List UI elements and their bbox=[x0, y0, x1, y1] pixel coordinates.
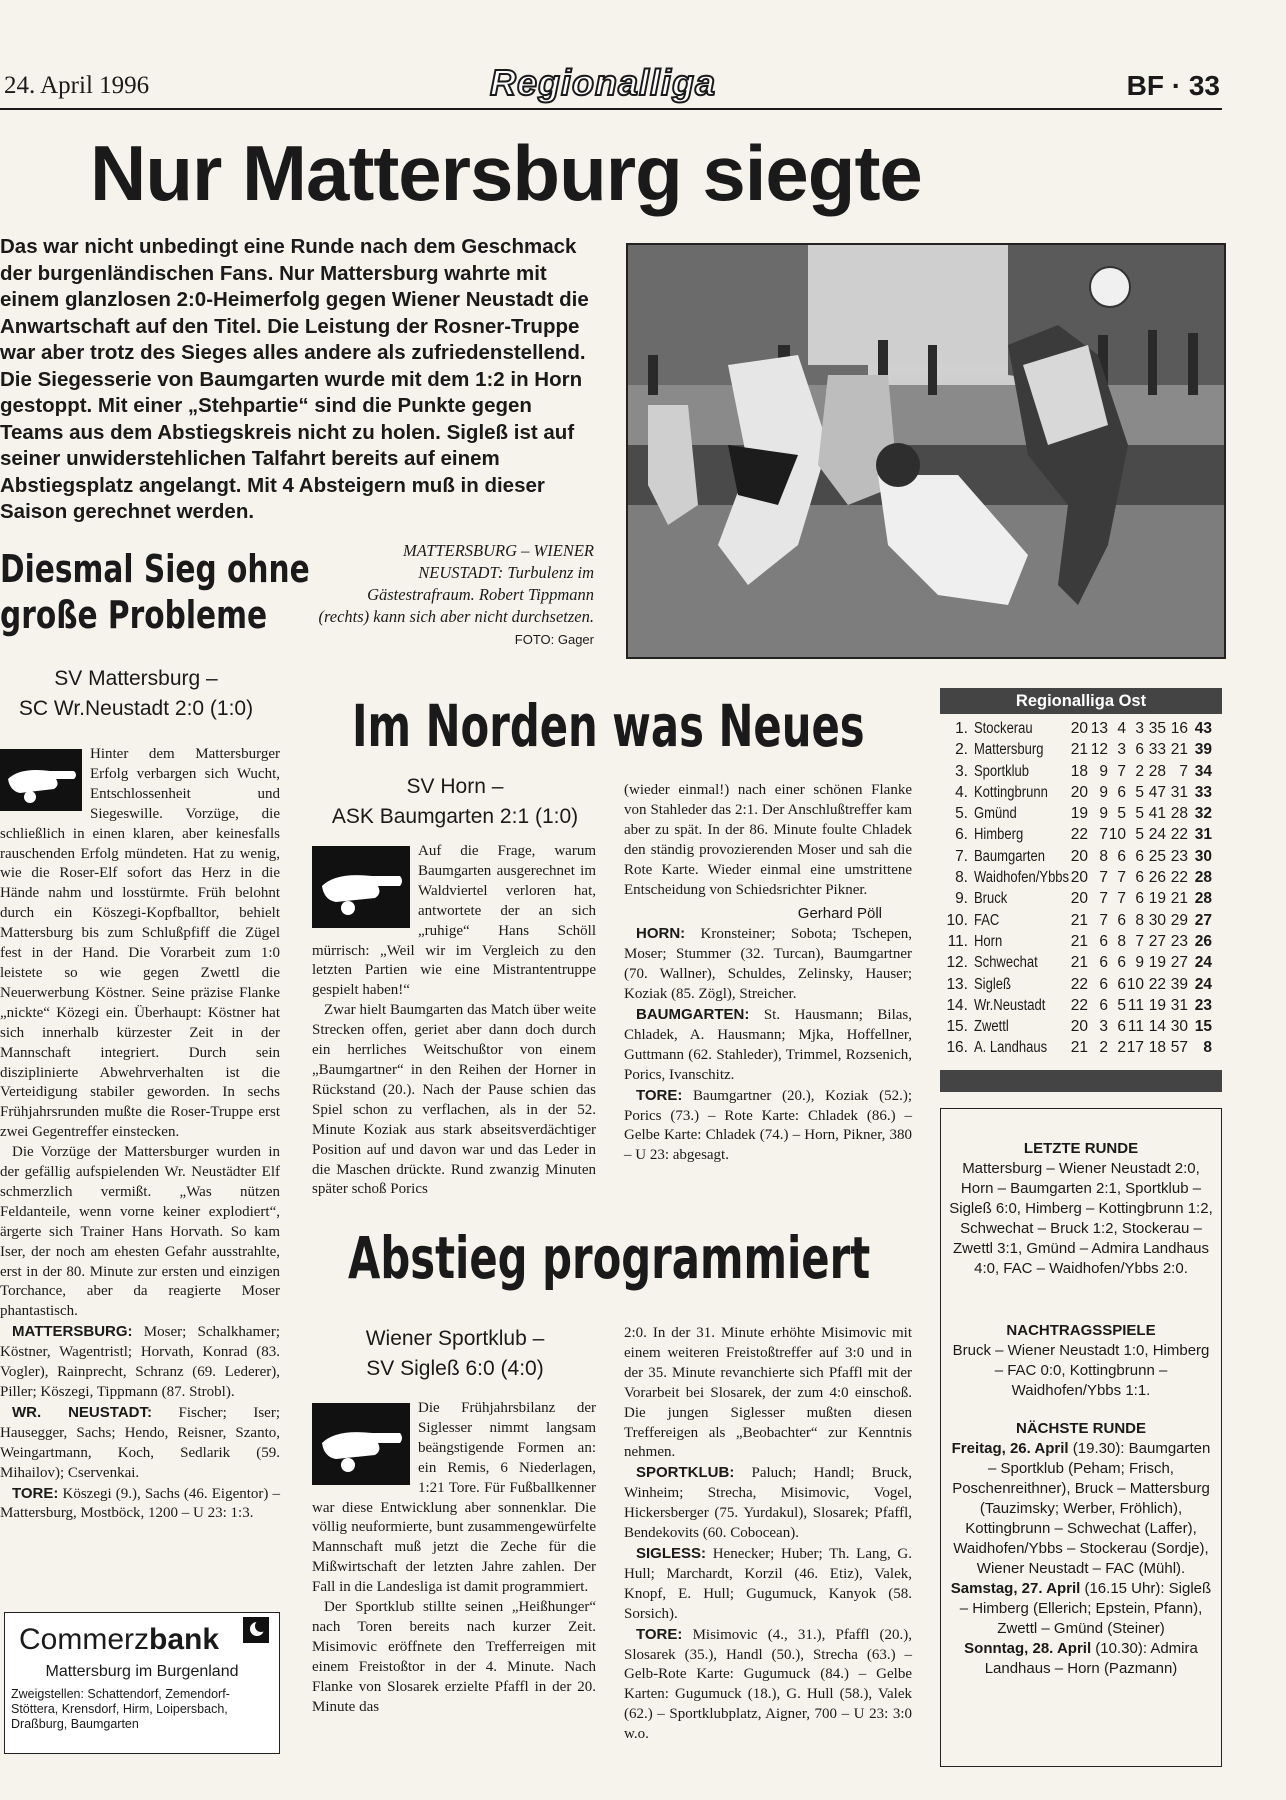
table-cell-ga: 22 bbox=[1170, 826, 1188, 844]
table-footer-bar bbox=[940, 1070, 1222, 1092]
table-cell-ga: 27 bbox=[1170, 954, 1188, 972]
lineup-label-sigless: SIGLESS: bbox=[636, 1544, 707, 1562]
table-cell-gf: 47 bbox=[1148, 783, 1166, 801]
table-cell-w: 8 bbox=[1099, 847, 1108, 865]
next-round-saturday bbox=[941, 1579, 1221, 1639]
lineup-wr-neustadt: Fischer; Iser; Hausegger, Sachs; Hendo, Reisner, Szanto, Weingartmann, Koch, Sedlarik (59. Mihailov); Cservenkai. bbox=[0, 1404, 280, 1481]
table-team: A. Landhaus bbox=[974, 1039, 1048, 1057]
table-team: Sigleß bbox=[974, 975, 1011, 993]
middle-headline-text: Im Norden was Neues bbox=[352, 692, 865, 760]
middle-paragraph-3: (wieder einmal!) nach einer schönen Flanke von Stahleder das 2:1. Der Anschlußtreffer kam aber zu spät. In der 86. Minute foulte Chladek den ständig provozierenden Moser und sah die Rote Karte. Wieder einmal eine umstrittene Entscheidung von Schiedsrichter Pikner. bbox=[624, 782, 912, 898]
goals-left: Köszegi (9.), Sachs (46. Eigentor) – Mattersburg, Mostböck, 1200 – U 23: 1:3. bbox=[0, 1485, 280, 1522]
photo-credit: FOTO: Gager bbox=[514, 632, 594, 647]
table-cell-pts: 31 bbox=[1194, 826, 1212, 844]
section-title: Regionalliga bbox=[490, 62, 717, 103]
sponsor-ad bbox=[4, 1612, 280, 1754]
photo-illustration bbox=[628, 245, 1224, 657]
table-cell-ga: 21 bbox=[1170, 741, 1188, 759]
table-cell-w: 6 bbox=[1099, 932, 1108, 950]
next-round-sunday-games: (10.30): Admira Landhaus – Horn (Pazmann) bbox=[984, 1640, 1198, 1677]
makeup-games-heading: NACHTRAGSSPIELE bbox=[1006, 1322, 1156, 1339]
table-cell-l: 6 bbox=[1135, 847, 1144, 865]
table-team: Mattersburg bbox=[974, 741, 1044, 759]
table-cell-sp: 20 bbox=[1070, 1018, 1088, 1036]
table-cell-w: 12 bbox=[1090, 741, 1108, 759]
table-cell-sp: 19 bbox=[1070, 805, 1088, 823]
table-cell-ga: 31 bbox=[1170, 783, 1188, 801]
table-rank: 7. bbox=[955, 847, 968, 865]
table-rank: 2. bbox=[955, 741, 968, 759]
left-paragraph-1: Hinter dem Mattersburger Erfolg verbargen sich Wucht, Entschlossenheit und Siegeswille. Vorzüge, die schließlich in einen klaren, aber keinesfalls rauschenden Erfolg mündeten. Hat zu wenig, wie die Roser-Elf sofort das Herz in die Hände nahm und losstürmte. Früh belohnt durch ein Köszegi-Kopfballtor, behielt Mattersburg bis zum Schlußpfiff die Zügel fest in der Hand. Die Vorarbeit zum 1:0 leistete so wie gegen Zwettl die Neuerwerbung Köstner. Seine präzise Flanke „nickte“ Közegi ein. Überhaupt: Köstner hat sich innerhalb kürzester Zeit in der Mannschaft integriert. Durch sein disziplinierte Abwehrverhalten ist die Verteidigung stabiler geworden. In sechs Frühjahrsrunden mußte die Roser-Truppe erst zwei Gegentreffer einstecken. bbox=[0, 746, 280, 1141]
table-rank: 3. bbox=[955, 762, 968, 780]
left-article-body bbox=[0, 745, 280, 1524]
lineup-mattersburg: Moser; Schalkhamer; Köstner, Wagentristl; Horvath, Konrad (83. Vogler), Rainprecht, Schranz (69. Lederer), Piller; Köszegi, Tippmann (87. Strobl). bbox=[0, 1324, 281, 1400]
left-match-line-2: SC Wr.Neustadt 2:0 (1:0) bbox=[18, 697, 254, 720]
abstieg-match-line-1: Wiener Sportklub – bbox=[365, 1327, 545, 1350]
goals-label-left: TORE: bbox=[12, 1484, 59, 1502]
middle-paragraph-1: Auf die Frage, warum Baumgarten ausgerechnet im Waldviertel verloren hat, antwortete der an sich „ruhige“ Hans Schöll mürrisch: „Weil wir im Vergleich zu den letzten Partien wie eine Mistrantentruppe gespielt haben!“ bbox=[312, 843, 596, 999]
middle-match-line-2: ASK Baumgarten 2:1 (1:0) bbox=[331, 805, 579, 828]
next-round-saturday-games: (16.15 Uhr): Sigleß – Himberg (Ellerich; Epstein, Pfann), Zwettl – Gmünd (Steiner) bbox=[959, 1580, 1212, 1637]
table-cell-pts: 24 bbox=[1194, 954, 1212, 972]
table-team: Wr.Neustadt bbox=[974, 996, 1046, 1014]
left-headline-line-2: große Probleme bbox=[0, 593, 268, 637]
left-match-title bbox=[0, 664, 272, 724]
table-cell-l: 5 bbox=[1135, 826, 1144, 844]
table-cell-pts: 28 bbox=[1194, 890, 1212, 908]
abstieg-match-line-2: SV Sigleß 6:0 (4:0) bbox=[366, 1357, 544, 1380]
table-cell-w: 6 bbox=[1099, 975, 1108, 993]
table-cell-l: 9 bbox=[1135, 954, 1144, 972]
table-cell-sp: 20 bbox=[1070, 869, 1088, 887]
table-rank: 15. bbox=[946, 1018, 968, 1036]
table-cell-w: 6 bbox=[1099, 996, 1108, 1014]
abstieg-paragraph-3: 2:0. In der 31. Minute erhöhte Misimovic mit einem weiteren Freistoßtreffer auf 3:0 und in der 35. Minute revanchierte sich Pfaffl mit der Vorarbeit bei Slosarek, der zum 4:0 einschoß. Die jungen Siglesser mußten diesen Treffereigen als „Beobachter“ zur Kenntnis nehmen. bbox=[624, 1325, 912, 1461]
table-cell-ga: 57 bbox=[1170, 1039, 1188, 1057]
table-cell-ga: 30 bbox=[1170, 1018, 1188, 1036]
table-cell-pts: 39 bbox=[1194, 741, 1212, 759]
middle-match-title bbox=[312, 772, 598, 832]
abstieg-article-col-2 bbox=[624, 1324, 912, 1745]
header-rule bbox=[0, 108, 1222, 110]
middle-paragraph-2: Zwar hielt Baumgarten das Match über weite Strecken offen, geriet aber dann doch durch ein herrliches Weitschußtor von einem „Baumgartner“ in den Reihen der Horner in Rückstand (20.). Nach der Pause schien das Spiel schon zu verflachen, als in der 52. Minute Koziak aus stark abseitsverdächtiger Position auf und davon war und das Leder in die Maschen drückte. Rund zwanzig Minuten später schoß Porics bbox=[312, 1002, 596, 1198]
last-round-text: Mattersburg – Wiener Neustadt 2:0, Horn – Baumgarten 2:1, Sportklub – Sigleß 6:0, Himberg – Kottingbrunn 1:2, Schwechat – Bruck 1:2, Stockerau – Zwettl 3:1, Gmünd – Admira Landhaus 4:0, FAC – Waidhofen/Ybbs 2:0. bbox=[949, 1160, 1213, 1277]
table-cell-d: 6 bbox=[1117, 783, 1126, 801]
table-cell-pts: 34 bbox=[1194, 762, 1212, 780]
next-round-sunday bbox=[941, 1639, 1221, 1679]
table-rank: 12. bbox=[946, 954, 968, 972]
table-cell-l: 7 bbox=[1135, 932, 1144, 950]
table-cell-pts: 15 bbox=[1194, 1018, 1212, 1036]
next-round-saturday-date: Samstag, 27. April bbox=[950, 1580, 1081, 1597]
lineup-sportklub: Paluch; Handl; Bruck, Winheim; Strecha, Misimovic, Vogel, Hickersberger (75. Yurdakul), Slosarek; Pfaffl, Bendekovits (60. Cobocean). bbox=[624, 1465, 913, 1542]
table-cell-sp: 18 bbox=[1070, 762, 1088, 780]
table-cell-l: 5 bbox=[1135, 805, 1144, 823]
table-cell-pts: 24 bbox=[1194, 975, 1212, 993]
table-cell-ga: 23 bbox=[1170, 932, 1188, 950]
next-round-friday-games: (19.30): Baumgarten – Sportklub (Peham; Frisch, Poschenreithner), Bruck – Mattersburg (Tauzimsky; Werber, Fröhlich), Kottingbrunn – Schwechat (Laffer), Waidhofen/Ybbs – Stockerau (Sordje), Wiener Neustadt – FAC (Mühl). bbox=[952, 1440, 1211, 1577]
table-cell-d: 8 bbox=[1117, 932, 1126, 950]
table-cell-sp: 21 bbox=[1070, 954, 1088, 972]
table-rank: 10. bbox=[946, 911, 968, 929]
table-cell-d: 5 bbox=[1117, 805, 1126, 823]
table-team: Baumgarten bbox=[974, 847, 1045, 865]
page-number: BF · 33 bbox=[1126, 70, 1220, 101]
table-cell-sp: 21 bbox=[1070, 932, 1088, 950]
makeup-games-text: Bruck – Wiener Neustadt 1:0, Himberg – FAC 0:0, Kottingbrunn – Waidhofen/Ybbs 1:1. bbox=[952, 1342, 1210, 1399]
table-cell-sp: 20 bbox=[1070, 720, 1088, 737]
table-team: Waidhofen/Ybbs bbox=[974, 869, 1070, 887]
middle-article-col-2 bbox=[624, 781, 912, 1166]
table-cell-d: 7 bbox=[1117, 762, 1126, 780]
next-round-friday-date: Freitag, 26. April bbox=[951, 1440, 1069, 1457]
results-box bbox=[940, 1108, 1222, 1767]
table-cell-w: 7 bbox=[1099, 869, 1108, 887]
table-cell-d: 6 bbox=[1117, 975, 1126, 993]
table-team: Himberg bbox=[974, 826, 1024, 844]
next-round-section bbox=[941, 1419, 1221, 1679]
table-cell-ga: 21 bbox=[1170, 890, 1188, 908]
table-row bbox=[946, 1018, 1226, 1039]
middle-article-col-1 bbox=[312, 842, 596, 1200]
table-cell-l: 5 bbox=[1135, 783, 1144, 801]
table-cell-w: 7 bbox=[1099, 890, 1108, 908]
issue-date: 24. April 1996 bbox=[4, 72, 150, 99]
match-photo bbox=[626, 243, 1226, 659]
caption-text: MATTERSBURG – WIENER NEUSTADT: Turbulenz im Gästestrafraum. Robert Tippmann (rechts) kann sich aber nicht durchsetzen. bbox=[318, 541, 594, 626]
table-team: Kottingbrunn bbox=[974, 783, 1048, 801]
table-team: Sportklub bbox=[974, 762, 1030, 780]
table-cell-gf: 33 bbox=[1148, 741, 1166, 759]
abstieg-match-title bbox=[312, 1324, 598, 1384]
table-team: Stockerau bbox=[974, 720, 1033, 737]
table-cell-d: 10 bbox=[1108, 826, 1126, 844]
goals-middle: Baumgartner (20.), Koziak (52.); Porics (73.) – Rote Karte: Chladek (86.) – Gelbe Karte: Chladek (74.) – Horn, Pikner, 380 – U 23: abgesagt. bbox=[624, 1087, 912, 1164]
table-cell-d: 6 bbox=[1117, 911, 1126, 929]
article-author: Gerhard Pöll bbox=[797, 905, 882, 923]
lineup-label-baumgarten: BAUMGARTEN: bbox=[636, 1005, 750, 1023]
left-headline-line-1: Diesmal Sieg ohne bbox=[0, 547, 310, 591]
table-row bbox=[946, 741, 1226, 762]
lineup-baumgarten: St. Hausmann; Bilas, Chladek, A. Hausmann; Mjka, Hoffellner, Guttmann (62. Stahleder), Trimmel, Rozsenich, Porics, Ivanschitz. bbox=[624, 1006, 912, 1083]
table-cell-w: 6 bbox=[1099, 954, 1108, 972]
table-cell-pts: 30 bbox=[1194, 847, 1212, 865]
table-cell-l: 2 bbox=[1135, 762, 1144, 780]
sponsor-logo-icon bbox=[243, 1617, 269, 1643]
table-cell-gf: 22 bbox=[1148, 975, 1166, 993]
table-title: Regionalliga Ost bbox=[940, 688, 1222, 714]
pointing-hand-icon bbox=[312, 1403, 410, 1485]
table-cell-gf: 18 bbox=[1148, 1039, 1166, 1057]
pointing-hand-icon bbox=[0, 749, 82, 811]
left-paragraph-2: Die Vorzüge der Mattersburger wurden in der gefällig aufspielenden Wr. Neustädter Elf schmerzlich vermißt. „Was nützen Feldanteile, wenn vorne keiner explodiert“, ärgerte sich Trainer Hans Horvath. So kam Iser, der noch am ehesten Gefahr ausstrahlte, erst in der 80. Minute zur ersten und einzigen Torchance, aber da reagierte Moser phantastisch. bbox=[0, 1144, 280, 1320]
lineup-label-sportklub: SPORTKLUB: bbox=[636, 1464, 735, 1482]
table-cell-pts: 26 bbox=[1194, 932, 1212, 950]
table-cell-d: 7 bbox=[1117, 869, 1126, 887]
table-cell-gf: 25 bbox=[1148, 847, 1166, 865]
last-round-section bbox=[941, 1139, 1221, 1279]
makeup-games-section bbox=[941, 1321, 1221, 1401]
table-cell-sp: 20 bbox=[1070, 847, 1088, 865]
table-cell-w: 9 bbox=[1099, 805, 1108, 823]
table-team: FAC bbox=[974, 911, 1000, 929]
goals-label-middle: TORE: bbox=[636, 1086, 683, 1104]
table-cell-gf: 28 bbox=[1148, 762, 1166, 780]
table-cell-gf: 30 bbox=[1148, 911, 1166, 929]
table-row bbox=[946, 763, 1226, 784]
table-cell-sp: 20 bbox=[1070, 890, 1088, 908]
table-row bbox=[946, 826, 1226, 847]
last-round-heading: LETZTE RUNDE bbox=[1023, 1140, 1139, 1157]
middle-match-line-1: SV Horn – bbox=[406, 775, 504, 798]
table-row bbox=[946, 912, 1226, 933]
goals-label-abstieg: TORE: bbox=[636, 1625, 683, 1643]
main-headline: Nur Mattersburg siegte bbox=[90, 129, 922, 217]
table-cell-pts: 33 bbox=[1194, 783, 1212, 801]
table-cell-w: 2 bbox=[1099, 1039, 1108, 1057]
table-row bbox=[946, 784, 1226, 805]
lineup-horn: Kronsteiner; Sobota; Tschepen, Moser; Stummer (32. Turcan), Baumgartner (70. Wallner), Schuldes, Zelinsky, Hauser; Koziak (85. Zögl), Streicher. bbox=[624, 926, 913, 1003]
lead-text: Das war nicht unbedingt eine Runde nach dem Geschmack der burgenländischen Fans. Nur Mattersburg wahrte mit einem glanzlosen 2:0-Heimerfolg gegen Wiener Neustadt die Anwartschaft auf den Titel. Die Leistung der Rosner-Truppe war aber trotz des Sieges alles andere als zufriedenstellend. Die Siegesserie von Baumgarten wurde mit dem 1:2 in Horn gestoppt. Mit einer „Stehpartie“ sind die Punkte gegen Teams aus dem Abstiegskreis nicht zu holen. Sigleß ist auf seiner unwiderstehlichen Talfahrt bereits auf einem Abstiegsplatz angelangt. Mit 4 Absteigern muß in dieser Saison gerechnet werden. bbox=[0, 235, 589, 523]
lineup-sigless: Henecker; Huber; Th. Lang, G. Hull; Marchardt, Korzil (46. Etiz), Valek, Knopf, E. Hull; Gugumuck, Kanyok (58. Sorsich). bbox=[624, 1545, 913, 1622]
table-cell-l: 3 bbox=[1135, 720, 1144, 737]
table-rank: 11. bbox=[947, 932, 968, 950]
table-cell-ga: 31 bbox=[1170, 996, 1188, 1014]
left-headline bbox=[0, 546, 600, 638]
table-rank: 14. bbox=[946, 996, 968, 1014]
table-cell-pts: 23 bbox=[1194, 996, 1212, 1014]
sponsor-branches: Zweigstellen: Schattendorf, Zemendorf-Stöttera, Krensdorf, Hirm, Loipersbach, Draßburg, Baumgarten bbox=[11, 1687, 230, 1731]
abstieg-headline-text: Abstieg programmiert bbox=[348, 1224, 871, 1292]
table-rank: 9. bbox=[955, 890, 968, 908]
table-cell-w: 3 bbox=[1099, 1018, 1108, 1036]
table-cell-pts: 28 bbox=[1194, 869, 1212, 887]
table-cell-gf: 27 bbox=[1148, 932, 1166, 950]
table-row bbox=[946, 720, 1226, 741]
abstieg-paragraph-1: Die Frühjahrsbilanz der Siglesser nimmt langsam beängstigende Formen an: ein Remis, 6 Niederlagen, 1:21 Tore. Für Fußballkenner war diese Entwicklung aber sonnenklar. Die völlig neuformierte, bunt zusammengewürfelte Mannschaft muß jetzt die Zeche für die Mißwirtschaft der letzten Jahre zahlen. Der Fall in die Landesliga ist damit programmiert. bbox=[312, 1400, 596, 1596]
table-cell-gf: 26 bbox=[1148, 869, 1166, 887]
table-cell-d: 6 bbox=[1117, 1018, 1126, 1036]
left-match-line-1: SV Mattersburg – bbox=[54, 667, 218, 690]
table-cell-sp: 22 bbox=[1070, 996, 1088, 1014]
table-cell-pts: 43 bbox=[1194, 720, 1212, 737]
table-cell-gf: 41 bbox=[1148, 805, 1166, 823]
table-cell-l: 8 bbox=[1135, 911, 1144, 929]
table-team: Horn bbox=[974, 932, 1003, 950]
table-cell-d: 4 bbox=[1117, 720, 1126, 737]
table-cell-l: 17 bbox=[1126, 1039, 1144, 1057]
sponsor-name-a: Commerz bbox=[19, 1623, 150, 1656]
table-cell-pts: 8 bbox=[1203, 1039, 1212, 1057]
table-cell-l: 6 bbox=[1135, 869, 1144, 887]
table-cell-w: 9 bbox=[1099, 783, 1108, 801]
table-cell-d: 5 bbox=[1117, 996, 1126, 1014]
table-row bbox=[946, 976, 1226, 997]
table-cell-ga: 28 bbox=[1170, 805, 1188, 823]
table-cell-gf: 19 bbox=[1148, 890, 1166, 908]
table-cell-pts: 27 bbox=[1194, 911, 1212, 929]
table-cell-ga: 29 bbox=[1170, 911, 1188, 929]
pointing-hand-icon bbox=[312, 846, 410, 928]
table-row bbox=[946, 805, 1226, 826]
table-team: Bruck bbox=[974, 890, 1008, 908]
table-rank: 13. bbox=[946, 975, 968, 993]
table-cell-sp: 20 bbox=[1070, 783, 1088, 801]
table-cell-l: 11 bbox=[1127, 1018, 1144, 1036]
lead-paragraph bbox=[0, 234, 600, 526]
table-cell-ga: 23 bbox=[1170, 847, 1188, 865]
table-rank: 5. bbox=[955, 805, 968, 823]
table-cell-ga: 39 bbox=[1170, 975, 1188, 993]
table-cell-d: 6 bbox=[1117, 954, 1126, 972]
table-cell-w: 13 bbox=[1090, 720, 1108, 737]
table-cell-l: 6 bbox=[1135, 890, 1144, 908]
table-row bbox=[946, 997, 1226, 1018]
table-cell-w: 7 bbox=[1099, 911, 1108, 929]
table-row bbox=[946, 954, 1226, 975]
next-round-sunday-date: Sonntag, 28. April bbox=[964, 1640, 1092, 1657]
table-rank: 6. bbox=[955, 826, 968, 844]
table-cell-l: 11 bbox=[1127, 996, 1144, 1014]
table-cell-sp: 21 bbox=[1070, 1039, 1088, 1057]
table-rank: 8. bbox=[955, 869, 968, 887]
table-cell-ga: 16 bbox=[1170, 720, 1188, 737]
abstieg-paragraph-2: Der Sportklub stillte seinen „Heißhunger“ nach Toren bereits nach kurzer Zeit. Misimovic eröffnete den Trefferreigen mit einem Freistoßtor in der 4. Minute. Nach Flanke von Slosarek erzielte Pfaffl in der 20. Minute das bbox=[312, 1599, 596, 1715]
sponsor-name bbox=[19, 1623, 219, 1657]
table-cell-sp: 21 bbox=[1070, 911, 1088, 929]
lineup-label-horn: HORN: bbox=[636, 925, 686, 943]
table-cell-d: 2 bbox=[1117, 1039, 1126, 1057]
table-cell-d: 3 bbox=[1117, 741, 1126, 759]
table-cell-l: 6 bbox=[1135, 741, 1144, 759]
league-table bbox=[946, 720, 1226, 1061]
lineup-label-mattersburg: MATTERSBURG: bbox=[12, 1323, 133, 1341]
table-cell-gf: 24 bbox=[1148, 826, 1166, 844]
table-cell-sp: 22 bbox=[1070, 975, 1088, 993]
lineup-label-wr-neustadt: WR. NEUSTADT: bbox=[12, 1403, 152, 1421]
table-team: Gmünd bbox=[974, 805, 1017, 823]
table-row bbox=[946, 1039, 1226, 1060]
table-cell-l: 10 bbox=[1126, 975, 1144, 993]
table-row bbox=[946, 848, 1226, 869]
sponsor-name-b: bank bbox=[149, 1623, 220, 1656]
table-cell-ga: 7 bbox=[1179, 762, 1188, 780]
table-cell-sp: 22 bbox=[1070, 826, 1088, 844]
table-cell-sp: 21 bbox=[1070, 741, 1088, 759]
table-cell-d: 7 bbox=[1117, 890, 1126, 908]
sponsor-subtitle: Mattersburg im Burgenland bbox=[45, 1663, 239, 1680]
table-row bbox=[946, 869, 1226, 890]
table-team: Schwechat bbox=[974, 954, 1038, 972]
table-cell-gf: 14 bbox=[1148, 1018, 1166, 1036]
table-cell-pts: 32 bbox=[1194, 805, 1212, 823]
table-rank: 4. bbox=[955, 783, 968, 801]
table-team: Zwettl bbox=[974, 1018, 1009, 1036]
table-cell-gf: 35 bbox=[1148, 720, 1166, 737]
abstieg-article-col-1 bbox=[312, 1399, 596, 1718]
table-cell-gf: 19 bbox=[1148, 996, 1166, 1014]
table-cell-d: 6 bbox=[1117, 847, 1126, 865]
table-cell-ga: 22 bbox=[1170, 869, 1188, 887]
goals-abstieg: Misimovic (4., 31.), Pfaffl (20.), Slosarek (35.), Handl (50.), Strecha (63.) – Gelb-Rote Karte: Gugumuck (84.) – Gelbe Karten: Gugumuck (18.), G. Hull (58.), Valek (62.) – Sportklubplatz, Aigner, 700 – U 23: 3:0 w.o. bbox=[624, 1626, 913, 1743]
table-rank: 1. bbox=[955, 720, 968, 737]
table-cell-w: 7 bbox=[1099, 826, 1108, 844]
table-row bbox=[946, 890, 1226, 911]
table-row bbox=[946, 933, 1226, 954]
table-cell-gf: 19 bbox=[1148, 954, 1166, 972]
table-cell-w: 9 bbox=[1099, 762, 1108, 780]
table-rank: 16. bbox=[946, 1039, 968, 1057]
next-round-friday bbox=[941, 1439, 1221, 1579]
next-round-heading: NÄCHSTE RUNDE bbox=[1015, 1420, 1146, 1437]
